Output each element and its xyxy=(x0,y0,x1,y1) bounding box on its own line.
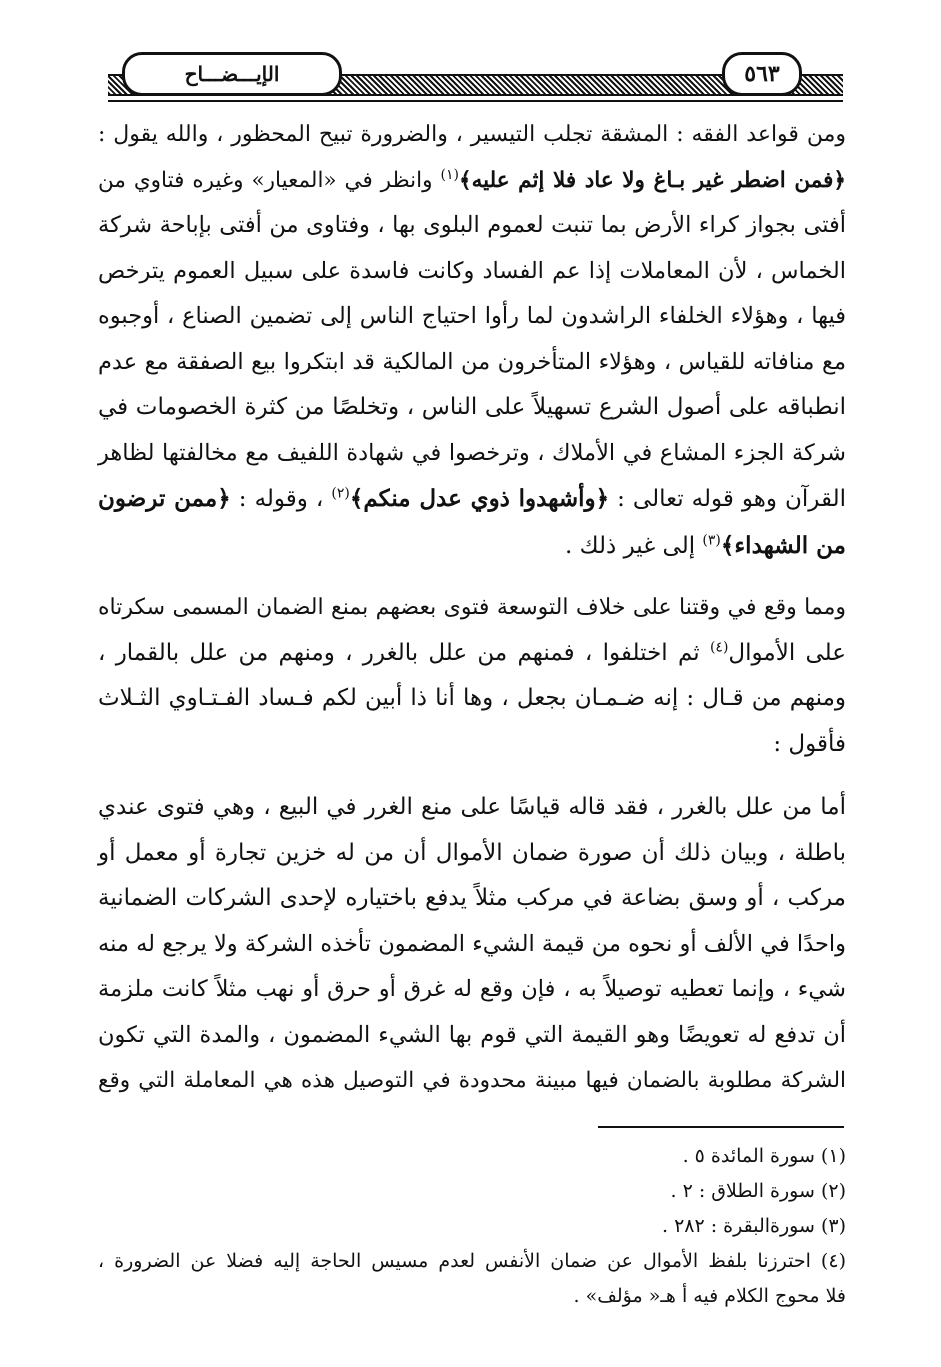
text-line: ومنهم من قـال : إنه ضـمـان بجعل ، وها أنا ذا أبين لكم فـساد الفـتـاوي الثـلاث xyxy=(98,685,846,711)
page-body xyxy=(98,112,846,1104)
text-line: باطلة ، وبيان ذلك أن صورة ضمان الأموال أن من له خزين تجارة أو معمل أو xyxy=(98,839,846,866)
running-title: الإيـــضـــاح xyxy=(122,52,342,96)
text-span: ثم اختلفوا ، فمنهم من علل بالغرر ، ومنهم من علل بالقمار ، xyxy=(98,639,700,666)
text-line: فيها ، وهؤلاء الخلفاء الراشدون لما رأوا احتياج الناس إلى تضمين الصناع ، أوجبوه xyxy=(98,303,846,329)
footnote: (١) سورة المائدة ٥ . xyxy=(682,1145,846,1167)
text-span: إلى غير ذلك . xyxy=(565,532,696,559)
text-line xyxy=(98,631,846,677)
text-line: أما من علل بالغرر ، فقد قاله قياسًا على منع الغرر في البيع ، وهي فتوى عندي xyxy=(98,794,846,820)
quran-verse: ﴿فمن اضطر غير بـاغ ولا عاد فلا إثم عليه﴾ xyxy=(458,167,846,193)
text-span: القرآن وهو قوله تعالى : xyxy=(617,486,847,512)
text-line: فأقول : xyxy=(773,730,846,757)
quran-verse: ﴿ممن ترضون xyxy=(98,485,231,512)
footnote-separator xyxy=(598,1126,844,1128)
footnote: فلا محوج الكلام فيه أ هـ« مؤلف» . xyxy=(573,1285,846,1307)
paragraph-3 xyxy=(98,785,846,1104)
footnote-ref: (٣) xyxy=(702,531,721,548)
footnote-ref: (١) xyxy=(440,166,459,183)
text-line: شركة الجزء المشاع في الأملاك ، وترخصوا في شهادة اللفيف مع مخالفتها لظاهر xyxy=(98,439,846,466)
text-line: أفتى بجواز كراء الأرض بما تنبت لعموم البلوى بها ، وفتاوى من أفتى بإباحة شركة xyxy=(98,212,846,238)
text-line xyxy=(98,158,846,204)
text-line: ومما وقع في وقتنا على خلاف التوسعة فتوى بعضهم بمنع الضمان المسمى سكرتاه xyxy=(98,595,846,620)
footnote-ref: (٢) xyxy=(331,485,350,502)
paragraph-2 xyxy=(98,585,846,767)
footnote: (٤) احترزنا بلفظ الأموال عن ضمان الأنفس لعدم مسيس الحاجة إليه فضلا عن الضرورة ، xyxy=(98,1250,846,1272)
quran-verse: من الشهداء﴾ xyxy=(720,531,846,559)
text-line: الشركة مطلوبة بالضمان فيها مبينة محدودة في التوصيل هذه هي المعاملة التي وقع xyxy=(98,1068,846,1093)
text-span: ، وقوله : xyxy=(238,486,324,512)
text-line: أن تدفع له تعويضًا وهو القيمة التي قوم بها الشيء المضمون ، والمدة التي تكون xyxy=(98,1021,846,1048)
text-line: الخماس ، لأن المعاملات إذا عم الفساد وكانت فاسدة على سبيل العموم يترخص xyxy=(98,257,846,284)
footnote: (٣) سورةالبقرة : ٢٨٢ . xyxy=(661,1215,846,1237)
text-line: شيء ، وإنما تعطيه توصيلاً به ، فإن وقع له غرق أو حرق أو نهب مثلاً كانت ملزمة xyxy=(98,976,846,1002)
quran-verse: ﴿وأشهدوا ذوي عدل منكم﴾ xyxy=(349,485,610,512)
text-span: وانظر في «المعيار» وغيره فتاوي من xyxy=(98,167,433,193)
text-line: مركب ، أو وسق بضاعة في مركب مثلاً يدفع باختياره لإحدى الشركات الضمانية xyxy=(98,885,846,911)
header-rule xyxy=(108,100,843,102)
paragraph-1 xyxy=(98,112,846,569)
running-header xyxy=(108,46,843,102)
footnote-ref: (٤) xyxy=(709,638,729,655)
footnote: (٢) سورة الطلاق : ٢ . xyxy=(670,1180,846,1202)
text-line: مع منافاته للقياس ، وهؤلاء المتأخرون من المالكية قد ابتكروا بيع الصفقة مع عدم xyxy=(98,348,846,375)
text-line xyxy=(98,476,846,523)
page-number: ٥٦٣ xyxy=(722,52,802,96)
text-line: ومن قواعد الفقه : المشقة تجلب التيسير ، والضرورة تبيح المحظور ، والله يقول : xyxy=(98,122,846,147)
text-line xyxy=(98,523,846,570)
footnotes xyxy=(98,1139,846,1314)
text-line: انطباقه على أصول الشرع تسهيلاً على الناس ، وتخلصًا من كثرة الخصومات في xyxy=(98,394,846,420)
text-line: واحدًا في الألف أو نحوه من قيمة الشيء المضمون تأخذه الشركة ولا يرجع له منه xyxy=(98,930,846,957)
text-span: على الأموال xyxy=(728,639,847,666)
